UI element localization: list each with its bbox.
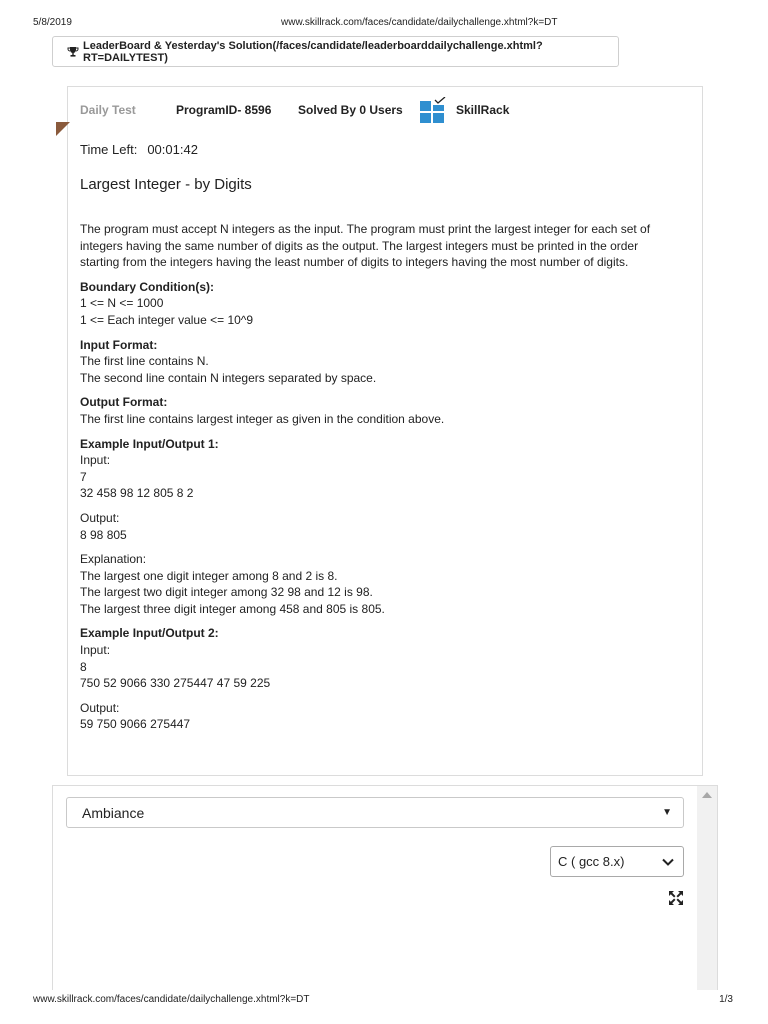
fullscreen-icon[interactable] bbox=[668, 890, 684, 906]
problem-title: Largest Integer - by Digits bbox=[80, 176, 252, 193]
boundary-section bbox=[80, 279, 680, 329]
example-input-label: Input: bbox=[80, 453, 111, 468]
leaderboard-button[interactable] bbox=[52, 36, 619, 67]
example-2-output bbox=[80, 700, 680, 733]
print-page-number: 1/3 bbox=[719, 994, 733, 1005]
example-1-input bbox=[80, 436, 680, 502]
print-url-header: www.skillrack.com/faces/candidate/dailychallenge.xhtml?k=DT bbox=[281, 17, 558, 28]
theme-select[interactable] bbox=[66, 797, 684, 828]
output-format-line: The first line contains largest integer as given in the condition above. bbox=[80, 411, 445, 426]
trophy-icon bbox=[67, 46, 79, 58]
scroll-up-arrow-icon[interactable] bbox=[702, 792, 712, 798]
skillrack-logo-icon bbox=[420, 97, 447, 123]
output-format-section bbox=[80, 394, 680, 427]
leaderboard-label: LeaderBoard & Yesterday's Solution(/faces/candidate/leaderboarddailychallenge.xhtml?RT=DAILYTEST) bbox=[83, 39, 543, 64]
example-input-line: 7 bbox=[80, 469, 87, 484]
example-input-line: 750 52 9066 330 275447 47 59 225 bbox=[80, 676, 271, 691]
corner-marker bbox=[56, 122, 70, 136]
example-input-line: 32 458 98 12 805 8 2 bbox=[80, 486, 194, 501]
example-2-input bbox=[80, 625, 680, 691]
example-1-explanation bbox=[80, 551, 680, 617]
language-select[interactable] bbox=[550, 846, 684, 877]
problem-description: The program must accept N integers as the input. The program must print the largest integer for each set of integers having the same number of digits as the output. The largest integers must be printed in the order starting from the integers having the least number of digits to integers having the most number of digits. bbox=[80, 222, 651, 270]
example-output-label: Output: bbox=[80, 700, 120, 715]
output-format-title: Output Format: bbox=[80, 395, 168, 410]
timer bbox=[80, 142, 198, 157]
editor-scrollbar[interactable] bbox=[697, 786, 717, 990]
program-id: ProgramID- 8596 bbox=[176, 103, 272, 117]
language-select-value: C ( gcc 8.x) bbox=[558, 854, 625, 869]
timer-label: Time Left: bbox=[80, 142, 138, 157]
problem-header bbox=[80, 97, 509, 123]
print-date: 5/8/2019 bbox=[33, 17, 72, 28]
example-1-title: Example Input/Output 1: bbox=[80, 436, 219, 451]
explanation-line: The largest one digit integer among 8 and 2 is 8. bbox=[80, 568, 338, 583]
input-format-line: The first line contains N. bbox=[80, 354, 209, 369]
dropdown-arrow-icon: ▼ bbox=[662, 807, 672, 818]
boundary-line: 1 <= N <= 1000 bbox=[80, 296, 164, 311]
solved-by-count: Solved By 0 Users bbox=[298, 103, 403, 117]
boundary-title: Boundary Condition(s): bbox=[80, 279, 214, 294]
print-url-footer: www.skillrack.com/faces/candidate/dailychallenge.xhtml?k=DT bbox=[33, 994, 310, 1005]
example-input-line: 8 bbox=[80, 659, 87, 674]
problem-content bbox=[80, 221, 680, 741]
example-2-title: Example Input/Output 2: bbox=[80, 626, 219, 641]
boundary-line: 1 <= Each integer value <= 10^9 bbox=[80, 312, 254, 327]
example-output-label: Output: bbox=[80, 510, 120, 525]
example-1-output bbox=[80, 510, 680, 543]
explanation-label: Explanation: bbox=[80, 552, 147, 567]
input-format-section bbox=[80, 337, 680, 387]
explanation-line: The largest two digit integer among 32 98 and 12 is 98. bbox=[80, 585, 373, 600]
timer-value: 00:01:42 bbox=[147, 142, 198, 157]
input-format-title: Input Format: bbox=[80, 337, 158, 352]
input-format-line: The second line contain N integers separated by space. bbox=[80, 370, 377, 385]
example-output-line: 59 750 9066 275447 bbox=[80, 717, 191, 732]
chevron-down-icon bbox=[661, 855, 675, 869]
daily-test-label: Daily Test bbox=[80, 103, 136, 117]
example-output-line: 8 98 805 bbox=[80, 527, 127, 542]
brand-name: SkillRack bbox=[456, 103, 510, 117]
theme-select-value: Ambiance bbox=[82, 804, 145, 821]
example-input-label: Input: bbox=[80, 643, 111, 658]
explanation-line: The largest three digit integer among 458 and 805 is 805. bbox=[80, 601, 385, 616]
